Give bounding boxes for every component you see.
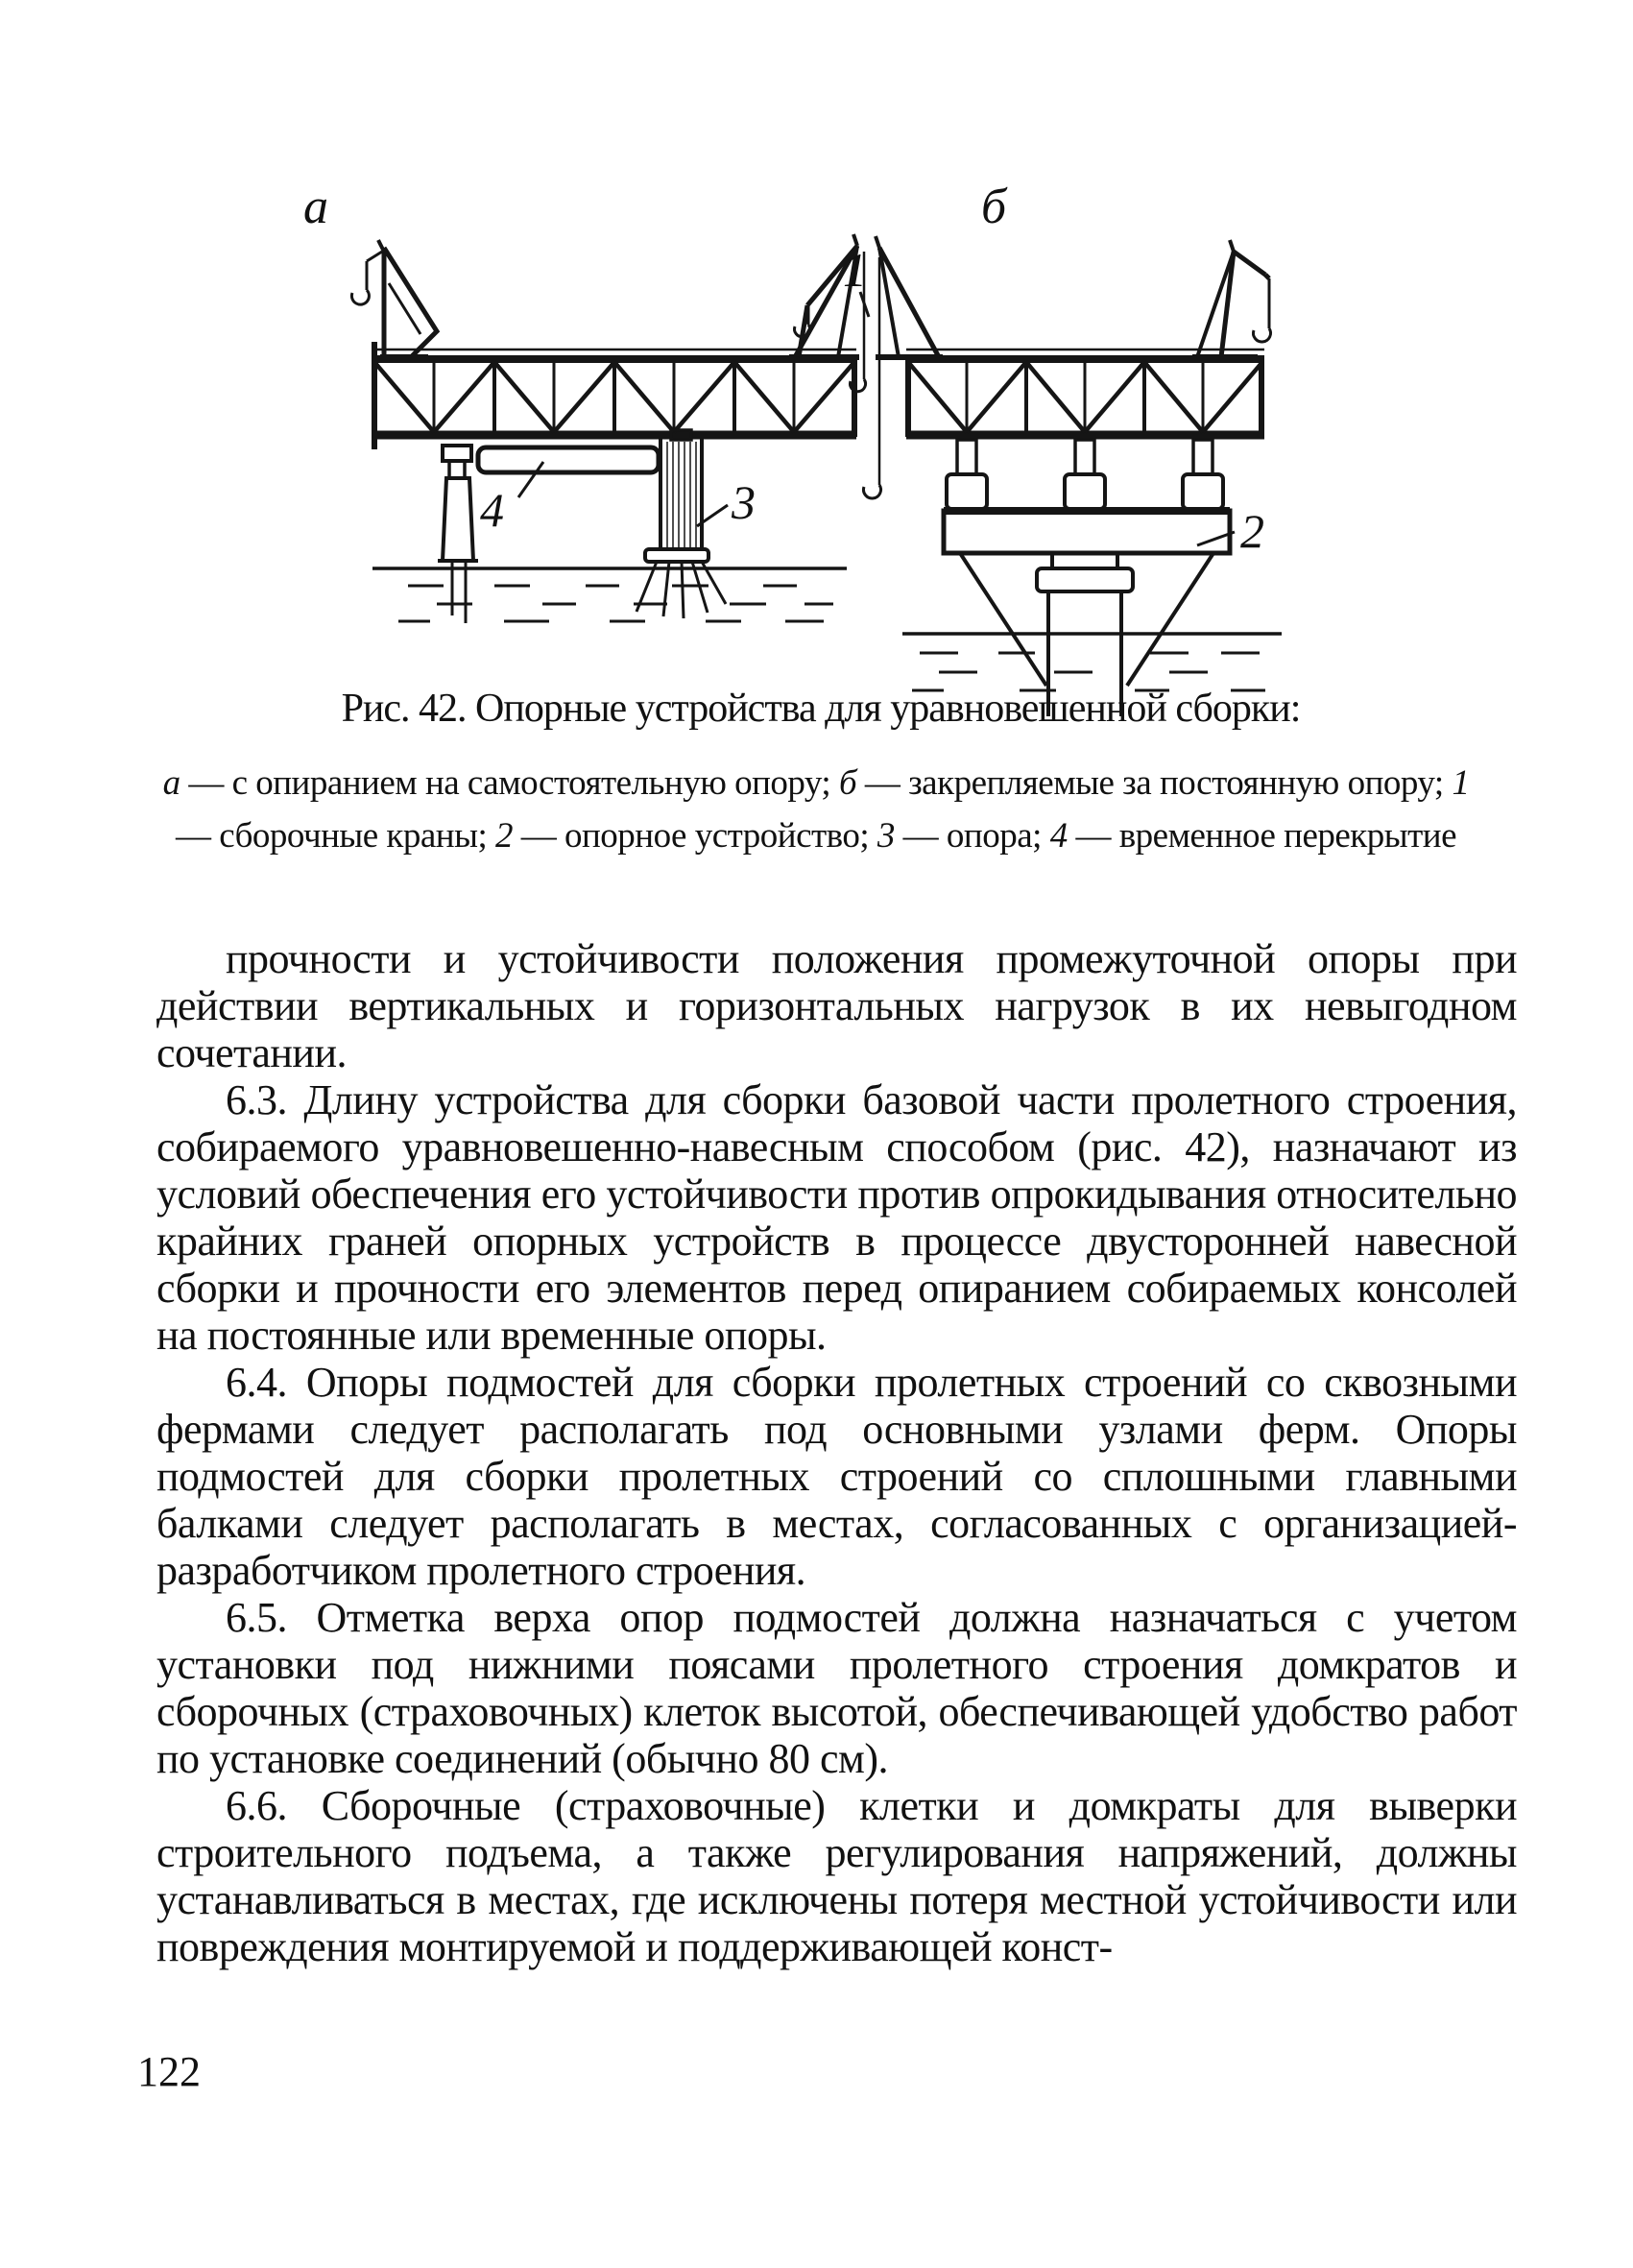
legend-text: — опорное устройство;: [513, 816, 877, 856]
figure-42-diagram: [0, 0, 1633, 739]
crane-icon-right: [1192, 240, 1270, 357]
legend-marker: 1: [1452, 763, 1470, 803]
truss-span-right: [906, 350, 1264, 437]
page-number: 122: [137, 2048, 201, 2095]
pile-tower-3: [636, 430, 726, 618]
paragraph-continuation: прочности и устойчивости положения промежуточной опоры при действии вертикальных и горизонтальных нагрузок в их невыгодном сочетании.: [156, 935, 1517, 1076]
paragraph-6-5: 6.5. Отметка верха опор подмостей должна назначаться с учетом установки под нижними поясами пролетного строения домкратов и сборочных (страховочных) клеток высотой, обеспечивающей удобство работ по установке соединений (обычно 80 см).: [156, 1594, 1517, 1782]
legend-marker: б: [838, 763, 857, 803]
legend-marker: а: [162, 763, 180, 803]
paragraph-6-6: 6.6. Сборочные (страховочные) клетки и домкраты для выверки строительного подъема, а также регулирования напряжений, должны устанавливаться в местах, где исключены потеря местной устойчивости или повреждения монтируемой и поддерживающей конст-: [156, 1782, 1517, 1970]
legend-marker: 3: [877, 816, 895, 856]
figure-part-label-b: б: [981, 180, 1007, 234]
legend-marker: 2: [495, 816, 513, 856]
figure-legend: [158, 757, 1474, 862]
legend-text: — сборочные краны;: [175, 816, 495, 856]
column-support: [438, 446, 478, 623]
legend-text: — с опиранием на самостоятельную опору;: [180, 763, 839, 803]
callout-1: 1: [843, 243, 867, 297]
figure-part-label-a: а: [303, 180, 328, 234]
figure-caption: Рис. 42. Опорные устройства для уравновешенной сборки:: [341, 687, 1301, 731]
diagram-a: [351, 240, 856, 623]
diagram-b: [902, 240, 1282, 716]
callout-3: 3: [732, 475, 756, 529]
paragraph-6-4: 6.4. Опоры подмостей для сборки пролетных строений со сквозными фермами следует располагать под основными узлами ферм. Опоры подмостей для сборки пролетных строений со сплошными главными балками следует располагать в местах, согласованных с организацией-разработчиком пролетного строения.: [156, 1359, 1517, 1594]
water-left: [372, 568, 847, 621]
legend-marker: 4: [1049, 816, 1068, 856]
callout-2: 2: [1240, 504, 1264, 558]
support-blocks: [947, 440, 1223, 509]
support-beam-2: [944, 511, 1230, 553]
water-right: [902, 634, 1282, 690]
paragraph-6-3: 6.3. Длину устройства для сборки базовой части пролетного строения, собираемого уравновешенно-навесным способом (рис. 42), назначают из условий обеспечения его устойчивости против опрокидывания относительно крайних граней опорных устройств в процессе двусторонней навесной сборки и прочности его элементов перед опиранием собираемых консолей на постоянные или временные опоры.: [156, 1076, 1517, 1359]
legend-text: — закрепляемые за постоянную опору;: [856, 763, 1453, 803]
crane-icon-left: [351, 240, 437, 357]
legend-text: — временное перекрытие: [1067, 816, 1457, 856]
callout-4: 4: [480, 483, 504, 537]
legend-text: — опора;: [894, 816, 1050, 856]
temporary-deck-4: [478, 447, 659, 472]
body-text: [156, 935, 1517, 1970]
truss-span-left: [372, 342, 856, 449]
